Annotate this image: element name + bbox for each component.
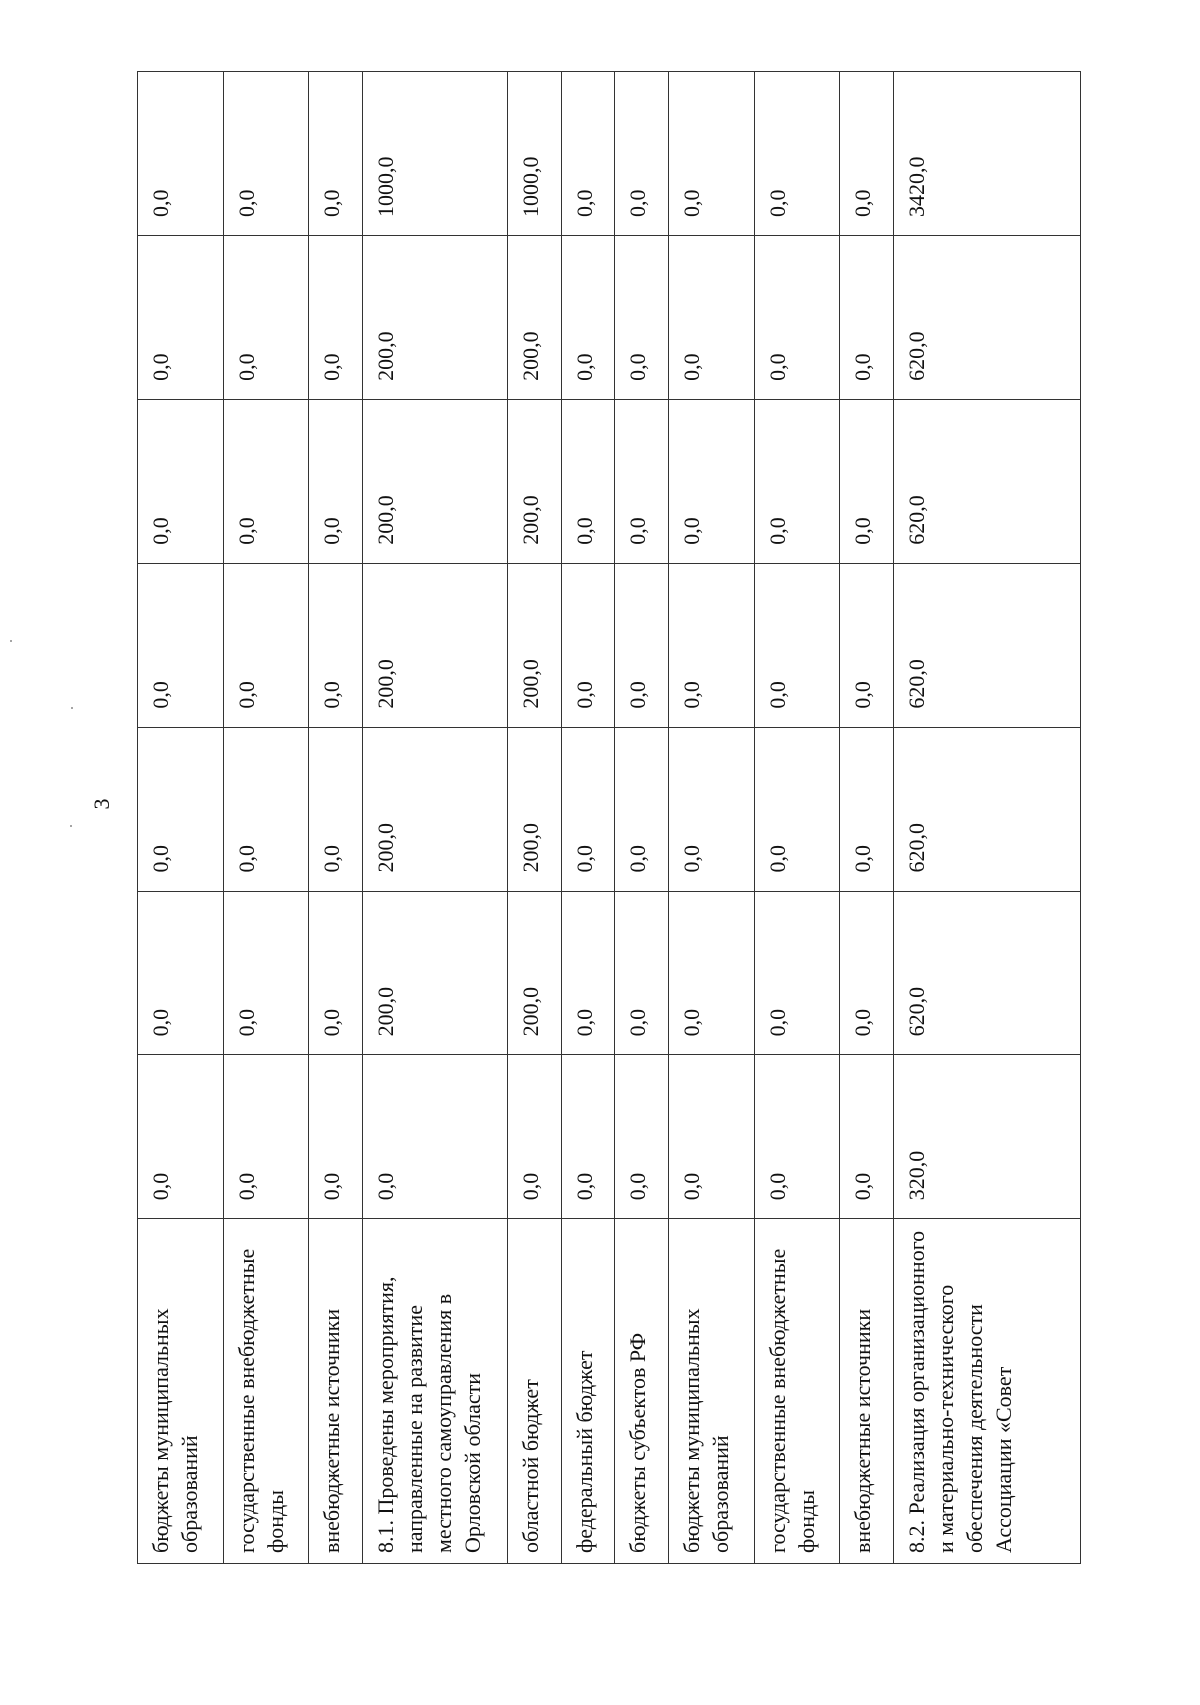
value-cell: 0,0 bbox=[754, 235, 840, 399]
scan-speck bbox=[71, 707, 73, 709]
value-cell: 0,0 bbox=[223, 235, 309, 399]
value-cell: 0,0 bbox=[754, 72, 840, 236]
value-cell: 0,0 bbox=[840, 727, 894, 891]
value-cell: 0,0 bbox=[223, 563, 309, 727]
table-row bbox=[362, 72, 508, 1564]
table-row bbox=[223, 72, 309, 1564]
value-cell: 0,0 bbox=[309, 563, 363, 727]
table-row bbox=[668, 72, 754, 1564]
value-cell: 0,0 bbox=[615, 891, 669, 1055]
value-cell: 0,0 bbox=[223, 727, 309, 891]
value-cell: 0,0 bbox=[309, 727, 363, 891]
value-cell: 0,0 bbox=[223, 891, 309, 1055]
value-cell: 0,0 bbox=[615, 72, 669, 236]
value-cell: 0,0 bbox=[138, 563, 224, 727]
value-cell: 0,0 bbox=[754, 891, 840, 1055]
value-cell: 0,0 bbox=[840, 399, 894, 563]
value-cell: 0,0 bbox=[615, 399, 669, 563]
table-row bbox=[754, 72, 840, 1564]
value-cell: 0,0 bbox=[223, 72, 309, 236]
value-cell: 0,0 bbox=[223, 399, 309, 563]
scan-speck bbox=[70, 825, 72, 827]
row-label-cell: бюджеты субъектов РФ bbox=[615, 1219, 669, 1564]
value-cell: 0,0 bbox=[840, 563, 894, 727]
page-number: 3 bbox=[89, 798, 114, 810]
value-cell: 0,0 bbox=[561, 563, 615, 727]
value-cell: 0,0 bbox=[138, 891, 224, 1055]
value-cell: 3420,0 bbox=[893, 72, 1080, 236]
value-cell: 0,0 bbox=[668, 235, 754, 399]
row-label-cell: федеральный бюджет bbox=[561, 1219, 615, 1564]
value-cell: 200,0 bbox=[362, 563, 508, 727]
value-cell: 0,0 bbox=[561, 891, 615, 1055]
value-cell: 0,0 bbox=[840, 235, 894, 399]
value-cell: 0,0 bbox=[561, 72, 615, 236]
value-cell: 200,0 bbox=[362, 891, 508, 1055]
value-cell: 0,0 bbox=[223, 1055, 309, 1219]
table-row bbox=[615, 72, 669, 1564]
value-cell: 200,0 bbox=[508, 399, 562, 563]
value-cell: 1000,0 bbox=[362, 72, 508, 236]
row-label-cell: государственные внебюджетные фонды bbox=[754, 1219, 840, 1564]
value-cell: 0,0 bbox=[615, 1055, 669, 1219]
value-cell: 0,0 bbox=[309, 891, 363, 1055]
row-label-cell: областной бюджет bbox=[508, 1219, 562, 1564]
value-cell: 200,0 bbox=[362, 235, 508, 399]
table-body bbox=[138, 72, 1081, 1564]
value-cell: 0,0 bbox=[668, 727, 754, 891]
value-cell: 620,0 bbox=[893, 727, 1080, 891]
value-cell: 200,0 bbox=[508, 727, 562, 891]
value-cell: 0,0 bbox=[138, 72, 224, 236]
value-cell: 1000,0 bbox=[508, 72, 562, 236]
rotated-table-wrapper bbox=[137, 71, 1081, 1564]
value-cell: 0,0 bbox=[754, 1055, 840, 1219]
value-cell: 0,0 bbox=[615, 235, 669, 399]
row-label-cell: бюджеты муниципальных образований bbox=[138, 1219, 224, 1564]
value-cell: 620,0 bbox=[893, 235, 1080, 399]
value-cell: 0,0 bbox=[615, 727, 669, 891]
table-row bbox=[561, 72, 615, 1564]
value-cell: 0,0 bbox=[668, 891, 754, 1055]
row-label-cell: государственные внебюджетные фонды bbox=[223, 1219, 309, 1564]
row-label-cell: 8.1. Проведены мероприятия, направленные на развитие местного самоуправления в Орловской области bbox=[362, 1219, 508, 1564]
row-label-cell: бюджеты муниципальных образований bbox=[668, 1219, 754, 1564]
value-cell: 0,0 bbox=[561, 727, 615, 891]
table-row bbox=[893, 72, 1080, 1564]
value-cell: 620,0 bbox=[893, 399, 1080, 563]
row-label-cell: внебюджетные источники bbox=[840, 1219, 894, 1564]
value-cell: 0,0 bbox=[561, 1055, 615, 1219]
value-cell: 0,0 bbox=[840, 1055, 894, 1219]
value-cell: 0,0 bbox=[668, 563, 754, 727]
value-cell: 0,0 bbox=[309, 1055, 363, 1219]
value-cell: 0,0 bbox=[138, 727, 224, 891]
value-cell: 200,0 bbox=[508, 235, 562, 399]
value-cell: 0,0 bbox=[138, 1055, 224, 1219]
value-cell: 0,0 bbox=[668, 72, 754, 236]
value-cell: 0,0 bbox=[754, 563, 840, 727]
value-cell: 0,0 bbox=[668, 399, 754, 563]
value-cell: 320,0 bbox=[893, 1055, 1080, 1219]
value-cell: 200,0 bbox=[508, 563, 562, 727]
row-label-cell: 8.2. Реализация организационного и материально-технического обеспечения деятельности Ассоциации «Совет bbox=[893, 1219, 1080, 1564]
value-cell: 0,0 bbox=[138, 399, 224, 563]
value-cell: 0,0 bbox=[138, 235, 224, 399]
value-cell: 0,0 bbox=[668, 1055, 754, 1219]
table-row bbox=[309, 72, 363, 1564]
value-cell: 0,0 bbox=[309, 235, 363, 399]
value-cell: 0,0 bbox=[840, 891, 894, 1055]
value-cell: 0,0 bbox=[754, 727, 840, 891]
value-cell: 0,0 bbox=[508, 1055, 562, 1219]
value-cell: 0,0 bbox=[561, 235, 615, 399]
value-cell: 200,0 bbox=[508, 891, 562, 1055]
table-row bbox=[508, 72, 562, 1564]
scan-speck bbox=[10, 640, 12, 642]
budget-table bbox=[137, 71, 1081, 1564]
value-cell: 0,0 bbox=[840, 72, 894, 236]
table-row bbox=[840, 72, 894, 1564]
table-row bbox=[138, 72, 224, 1564]
value-cell: 200,0 bbox=[362, 399, 508, 563]
value-cell: 620,0 bbox=[893, 563, 1080, 727]
value-cell: 0,0 bbox=[309, 72, 363, 236]
row-label-cell: внебюджетные источники bbox=[309, 1219, 363, 1564]
value-cell: 0,0 bbox=[561, 399, 615, 563]
value-cell: 620,0 bbox=[893, 891, 1080, 1055]
value-cell: 0,0 bbox=[362, 1055, 508, 1219]
value-cell: 0,0 bbox=[615, 563, 669, 727]
value-cell: 0,0 bbox=[309, 399, 363, 563]
value-cell: 200,0 bbox=[362, 727, 508, 891]
value-cell: 0,0 bbox=[754, 399, 840, 563]
